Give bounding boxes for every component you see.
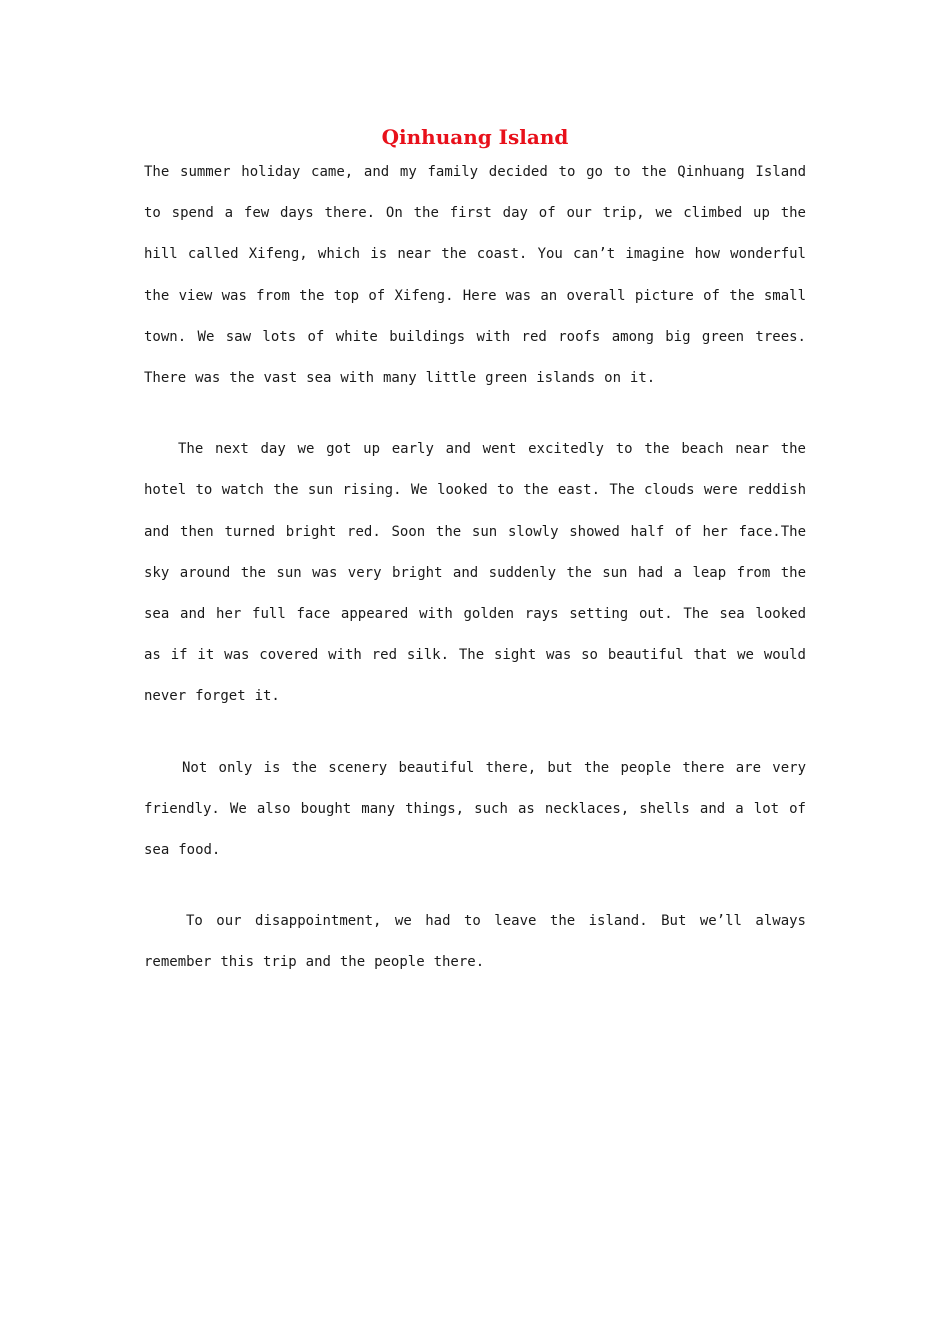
paragraph-3: Not only is the scenery beautiful there, but the people there are very friendly. We also bought many things, such as necklaces, shells and a lot of sea food. [144,759,806,859]
paragraph-2: The next day we got up early and went excitedly to the beach near the hotel to watch the sun rising. We looked to the east. The clouds were reddish and then turned bright red. Soon the sun slowly showed half of her face.The sky around the sun was very bright and suddenly the sun had a leap from the sea and her full face appeared with golden rays setting out. The sea looked as if it was covered with red silk. The sight was so beautiful that we would never forget it. [144,441,806,705]
document-body [144,122,806,984]
paragraph-1: The summer holiday came, and my family decided to go to the Qinhuang Island to spend a few days there. On the first day of our trip, we climbed up the hill called Xifeng, which is near the coast. You can’t imagine how wonderful the view was from the top of Xifeng. Here was an overall picture of the small town. We saw lots of white buildings with red roofs among big green trees. There was the vast sea with many little green islands on it. [144,164,806,387]
document-title: Qinhuang Island [381,125,569,149]
paragraph-4: To our disappointment, we had to leave the island. But we’ll always remember this trip and the people there. [144,913,806,971]
